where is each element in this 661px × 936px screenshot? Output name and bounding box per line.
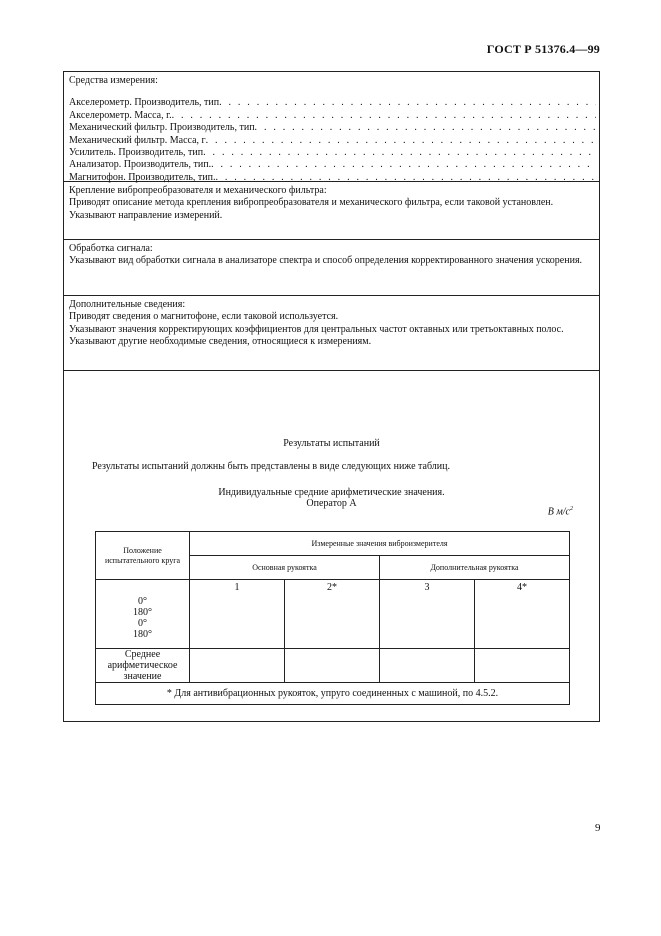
column-number: 4* bbox=[475, 580, 570, 649]
signal-section bbox=[64, 240, 599, 296]
column-number: 2* bbox=[285, 580, 380, 649]
table-footnote: * Для антивибрационных рукояток, упруго соединенных с машиной, по 4.5.2. bbox=[96, 683, 570, 705]
mounting-direction: Указывают направление измерений. bbox=[69, 209, 223, 221]
list-item bbox=[69, 97, 596, 109]
page-number: 9 bbox=[595, 822, 601, 834]
list-item bbox=[69, 159, 596, 171]
mounting-title: Крепление вибропреобразователя и механического фильтра: bbox=[69, 185, 327, 196]
measurement-title: Средства измерения: bbox=[69, 75, 158, 86]
item-label: Акселерометр. Производитель, тип bbox=[69, 97, 220, 109]
item-label: Акселерометр. Масса, г. bbox=[69, 109, 172, 121]
signal-text: Указывают вид обработки сигнала в анализаторе спектра и способ определения корректированного значения ускорения. bbox=[69, 255, 583, 267]
list-item bbox=[69, 110, 596, 122]
item-label: Магнитофон. Производитель, тип. bbox=[69, 171, 216, 183]
unit-label bbox=[548, 506, 573, 517]
unit-text: В м/с bbox=[547, 506, 570, 518]
additional-coefficients: Указывают значения корректирующих коэффициентов для центральных частот октавных или третьоктавных полос. bbox=[69, 323, 564, 335]
measurement-section bbox=[64, 72, 599, 182]
item-label: Механический фильтр. Производитель, тип bbox=[69, 122, 255, 134]
column-number: 3 bbox=[380, 580, 475, 649]
column-number: 1 bbox=[190, 580, 285, 649]
angle-value: 0° bbox=[138, 618, 147, 629]
unit-power: 2 bbox=[570, 506, 573, 512]
extra-handle-header: Дополнительная рукоятка bbox=[380, 556, 570, 580]
measured-header: Измеренные значения виброизмерителя bbox=[190, 532, 570, 556]
additional-section bbox=[64, 296, 599, 371]
angles-cell bbox=[96, 580, 190, 649]
document-number: ГОСТ Р 51376.4—99 bbox=[486, 42, 600, 56]
results-heading: Результаты испытаний bbox=[283, 438, 380, 449]
results-intro: Результаты испытаний должны быть представлены в виде следующих ниже таблиц. bbox=[92, 461, 450, 472]
angle-value: 180° bbox=[133, 629, 152, 640]
item-label: Механический фильтр. Масса, г bbox=[69, 134, 206, 146]
mean-cell bbox=[285, 649, 380, 683]
angle-value: 180° bbox=[133, 607, 152, 618]
position-header: Положение испытательного круга bbox=[96, 532, 190, 580]
results-table bbox=[95, 531, 570, 705]
mounting-section bbox=[64, 182, 599, 240]
signal-title: Обработка сигнала: bbox=[69, 243, 153, 254]
list-item bbox=[69, 122, 596, 134]
list-item bbox=[69, 135, 596, 147]
item-label: Усилитель. Производитель, тип bbox=[69, 147, 204, 159]
additional-title: Дополнительные сведения: bbox=[69, 299, 186, 310]
operator-label: Оператор А bbox=[306, 498, 357, 509]
angle-value: 0° bbox=[138, 596, 147, 607]
table-title: Индивидуальные средние арифметические значения. bbox=[218, 487, 445, 498]
additional-tape: Приводят сведения о магнитофоне, если таковой используется. bbox=[69, 311, 339, 323]
mean-cell bbox=[475, 649, 570, 683]
form-frame bbox=[63, 71, 600, 722]
mean-cell bbox=[380, 649, 475, 683]
mounting-text: Приводят описание метода крепления вибропреобразователя и механического фильтра, если таковой установлен. bbox=[69, 197, 554, 209]
item-label: Анализатор. Производитель, тип. bbox=[69, 159, 212, 171]
main-handle-header: Основная рукоятка bbox=[190, 556, 380, 580]
list-item bbox=[69, 147, 596, 159]
mean-cell bbox=[190, 649, 285, 683]
additional-other: Указывают другие необходимые сведения, относящиеся к измерениям. bbox=[69, 336, 372, 348]
mean-label: Среднее арифметическое значение bbox=[96, 649, 190, 683]
